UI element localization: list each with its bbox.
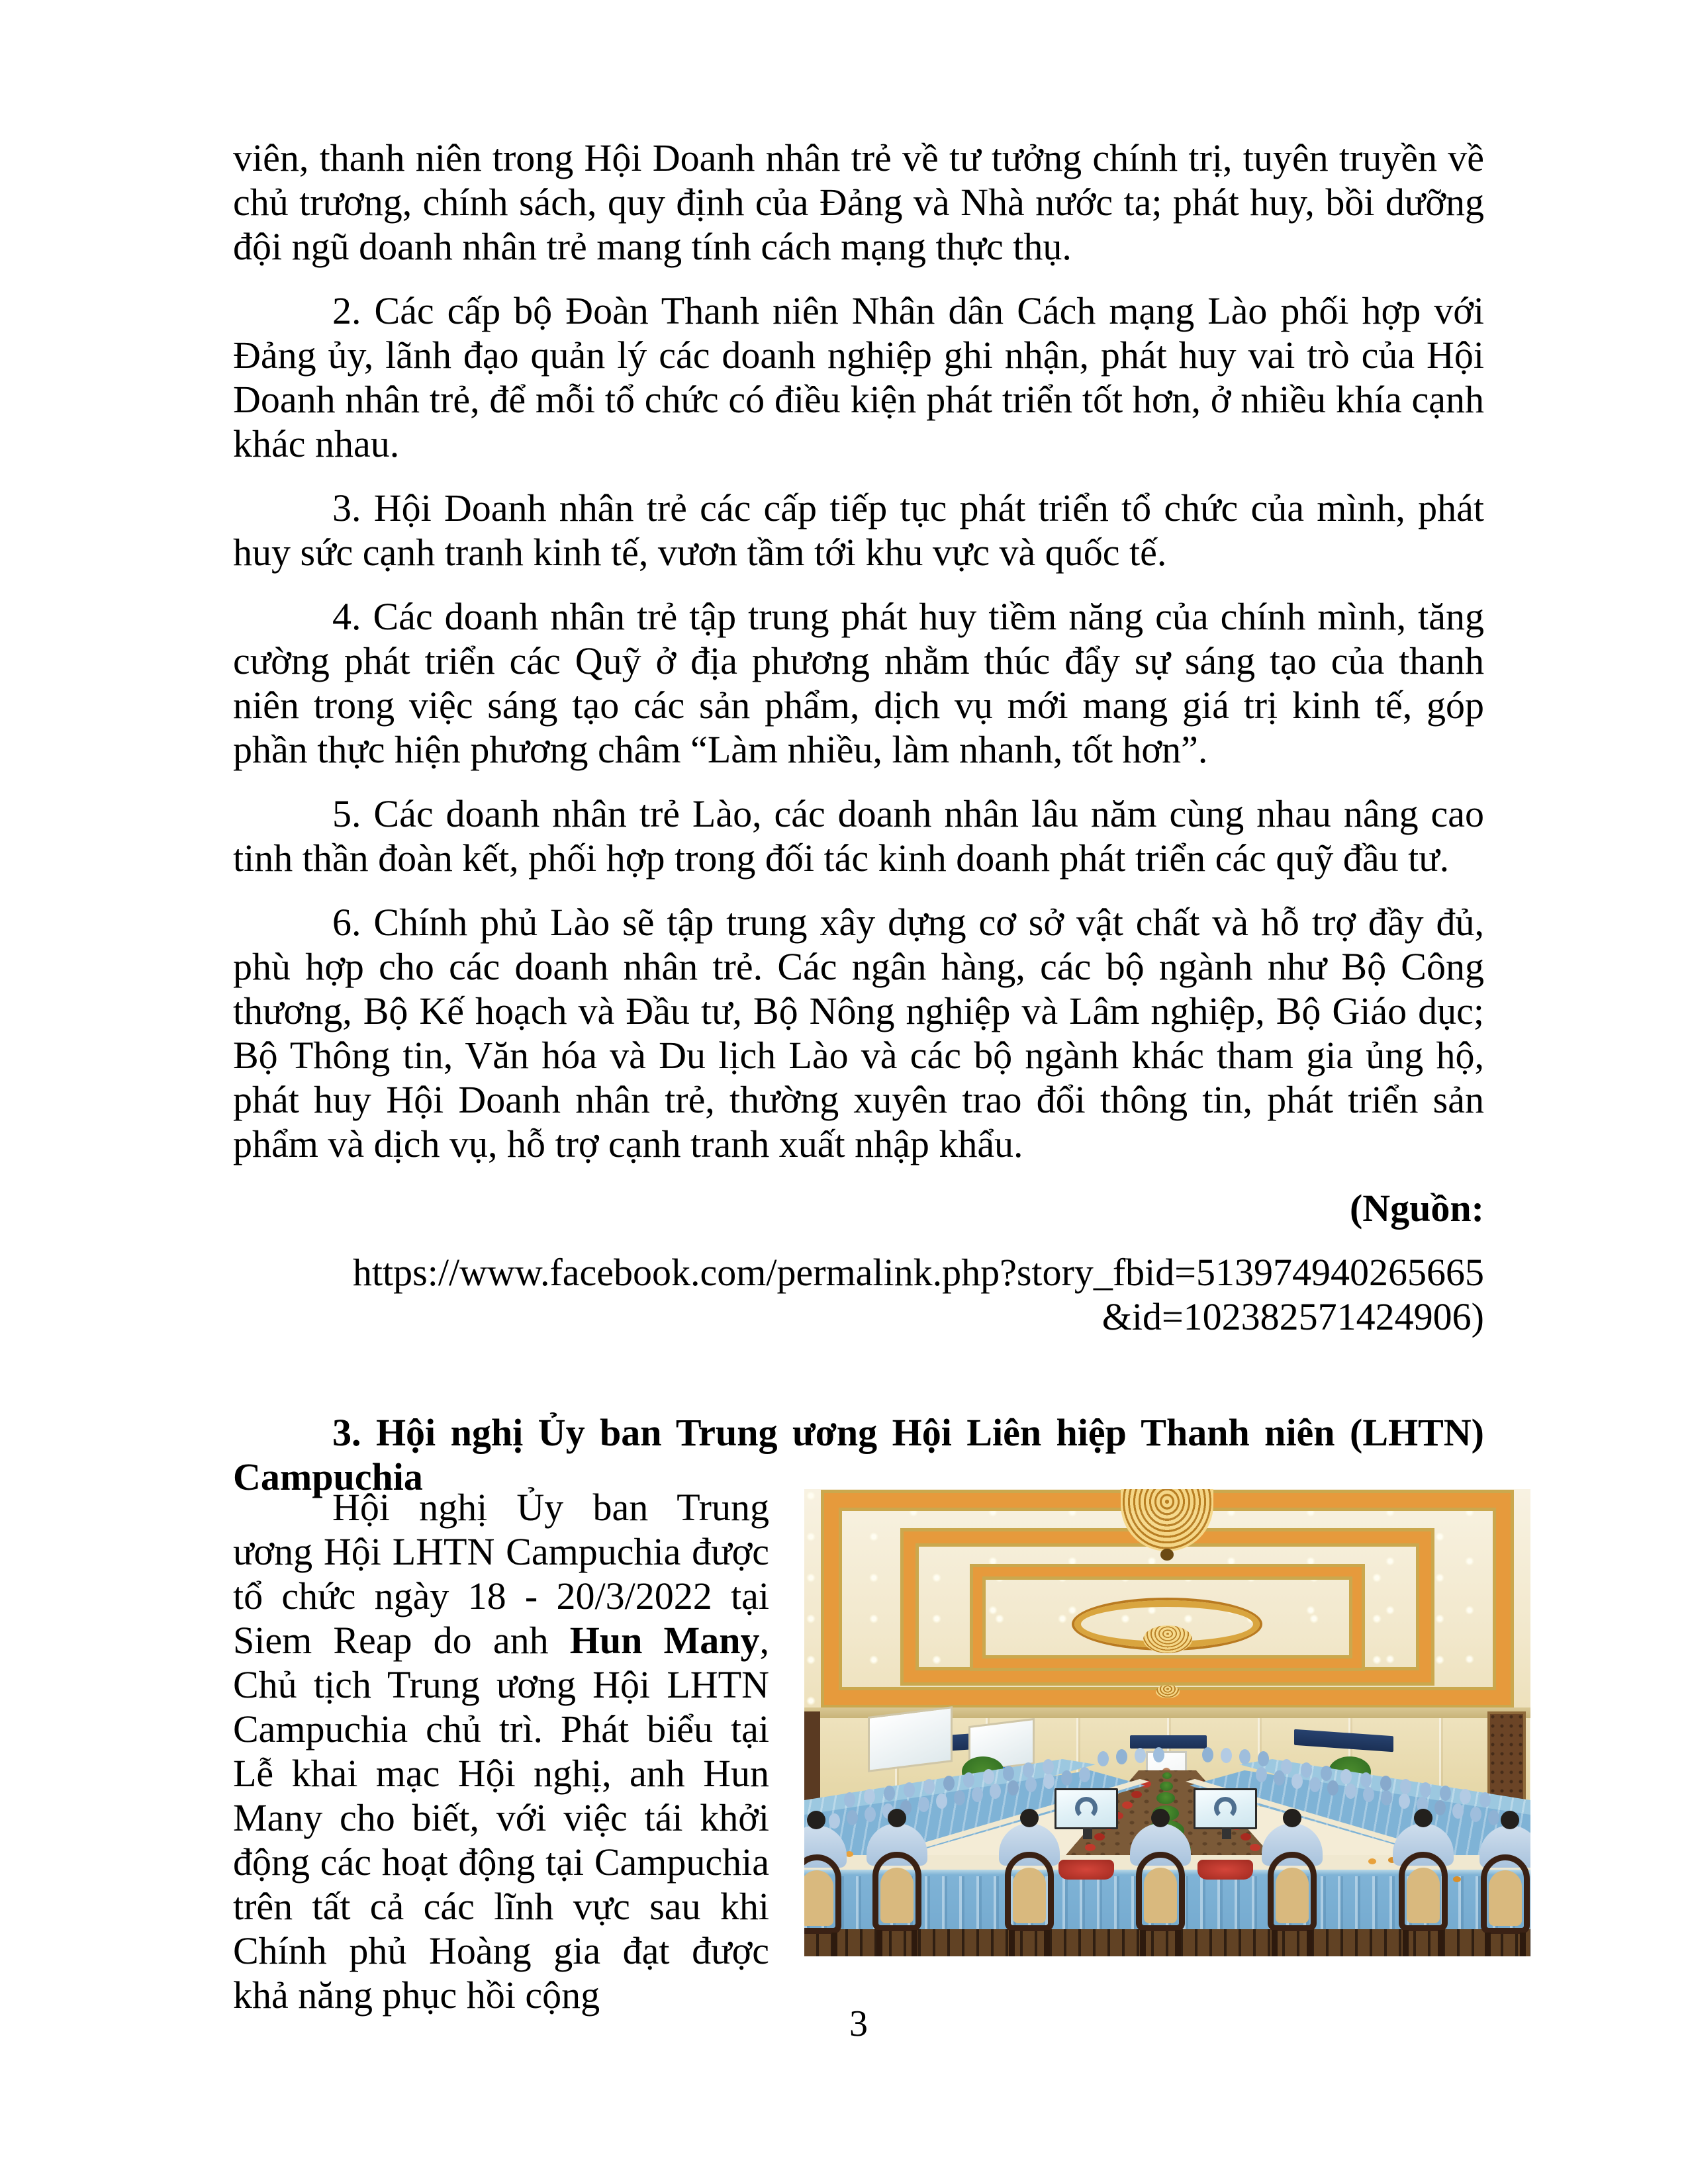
photo-person-head bbox=[1414, 1809, 1432, 1827]
paragraph-item-5: 5. Các doanh nhân trẻ Lào, các doanh nhân lâu năm cùng nhau nâng cao tinh thần đoàn kết, phối hợp trong đối tác kinh doanh phát triển các quỹ đầu tư. bbox=[233, 792, 1484, 880]
paragraph-continuation: viên, thanh niên trong Hội Doanh nhân trẻ về tư tưởng chính trị, tuyên truyền về chủ trương, chính sách, quy định của Đảng và Nhà nước ta; phát huy, bồi dưỡng đội ngũ doanh nhân trẻ mang tính cách mạng thực thụ. bbox=[233, 136, 1484, 268]
photo-tv-stand bbox=[1222, 1827, 1231, 1839]
photo-chandelier-tip bbox=[1160, 1549, 1174, 1561]
photo-yellow-flowers bbox=[804, 1489, 812, 1495]
photo-chair-leg bbox=[1272, 1930, 1278, 1956]
photo-chandelier-small bbox=[1143, 1625, 1192, 1653]
photo-chandelier-far bbox=[1156, 1685, 1180, 1698]
photo-wooden-chair bbox=[1481, 1854, 1530, 1956]
photo-center-plant bbox=[1162, 1772, 1172, 1779]
photo-chair-cushion bbox=[1407, 1868, 1440, 1923]
photo-tv-screen-right bbox=[1194, 1788, 1257, 1829]
photo-chair-cushion bbox=[1276, 1868, 1309, 1923]
photo-chair-leg bbox=[1520, 1933, 1526, 1956]
photo-wooden-chair bbox=[1136, 1852, 1185, 1956]
photo-red-cloth-left bbox=[1058, 1860, 1114, 1880]
photo-tv-logo-ring bbox=[1075, 1797, 1098, 1819]
photo-chair-leg bbox=[1307, 1930, 1313, 1956]
photo-chair-leg bbox=[912, 1930, 917, 1956]
photo-person-head bbox=[888, 1809, 906, 1827]
photo-chair-leg bbox=[1175, 1930, 1181, 1956]
photo-chair-leg bbox=[1438, 1930, 1444, 1956]
paragraph-item-2: 2. Các cấp bộ Đoàn Thanh niên Nhân dân Cách mạng Lào phối hợp với Đảng ủy, lãnh đạo quản lý các doanh nghiệp ghi nhận, phát huy vai trò của Hội Doanh nhân trẻ, để mỗi tổ chức có điều kiện phát triển tốt hơn, ở nhiều khía cạnh khác nhau. bbox=[233, 289, 1484, 465]
photo-person-head bbox=[1283, 1809, 1301, 1827]
photo-tv-logo-ring bbox=[1214, 1797, 1237, 1819]
photo-center-plant bbox=[1156, 1792, 1175, 1804]
paragraph-item-6: 6. Chính phủ Lào sẽ tập trung xây dựng cơ sở vật chất và hỗ trợ đầy đủ, phù hợp cho các doanh nhân trẻ. Các ngân hàng, các bộ ngành như Bộ Công thương, Bộ Kế hoạch và Đầu tư, Bộ Nông nghiệp và Lâm nghiệp, Bộ Giáo dục; Bộ Thông tin, Văn hóa và Du lịch Lào và các bộ ngành khác tham gia ủng hộ, phát huy Hội Doanh nhân trẻ, thường xuyên trao đổi thông tin, phát triển sản phẩm và dịch vụ, hỗ trợ cạnh tranh xuất nhập khẩu. bbox=[233, 901, 1484, 1165]
photo-chair-leg bbox=[1044, 1930, 1050, 1956]
photo-chair-leg bbox=[831, 1933, 837, 1956]
photo-chair-leg bbox=[1140, 1930, 1146, 1956]
column-text-after: , Chủ tịch Trung ương Hội LHTN Campuchia chủ trì. Phát biểu tại Lễ khai mạc Hội nghị, anh Hun Many cho biết, với việc tái khởi động các hoạt động tại Campuchia trên tất cả các lĩnh vực sau khi Chính phủ Hoàng gia đạt được khả năng phục hồi cộng bbox=[233, 1619, 769, 2017]
person-name-bold: Hun Many bbox=[569, 1619, 760, 1662]
photo-center-plant bbox=[1160, 1782, 1173, 1791]
photo-wall-banner-center bbox=[1130, 1735, 1207, 1749]
photo-wooden-chair bbox=[1399, 1852, 1448, 1956]
photo-tv-stand bbox=[1083, 1827, 1092, 1839]
photo-wooden-chair bbox=[1005, 1852, 1054, 1956]
column-paragraph bbox=[233, 1485, 769, 2017]
photo-wooden-chair bbox=[804, 1854, 841, 1956]
photo-chair-leg bbox=[1403, 1930, 1409, 1956]
photo-person-head bbox=[1020, 1809, 1039, 1827]
conference-photo bbox=[804, 1489, 1530, 1956]
photo-wooden-chair bbox=[1268, 1852, 1317, 1956]
photo-tv-screen-left bbox=[1055, 1788, 1118, 1829]
column-text-before: Hội nghị Ủy ban Trung ương Hội LHTN Campuchia được tổ chức ngày 18 - 20/3/2022 tại Siem Reap do anh bbox=[233, 1486, 769, 1662]
section-heading: 3. Hội nghị Ủy ban Trung ương Hội Liên hiệp Thanh niên (LHTN) Campuchia bbox=[233, 1411, 1484, 1498]
paragraph-item-3: 3. Hội Doanh nhân trẻ các cấp tiếp tục phát triển tổ chức của mình, phát huy sức cạnh tranh kinh tế, vươn tầm tới khu vực và quốc tế. bbox=[233, 486, 1484, 574]
page-number: 3 bbox=[849, 2003, 868, 2044]
body-text bbox=[233, 136, 1484, 1499]
photo-chair-cushion bbox=[1144, 1868, 1177, 1923]
source-url: https://www.facebook.com/permalink.php?story_fbid=513974940265665&id=102382571424906) bbox=[352, 1251, 1484, 1338]
photo-chair-cushion bbox=[804, 1870, 833, 1926]
photo-red-cloth-right bbox=[1197, 1860, 1253, 1880]
photo-chair-leg bbox=[876, 1930, 882, 1956]
source-label: (Nguồn: bbox=[1349, 1187, 1484, 1230]
photo-chair-leg bbox=[1009, 1930, 1015, 1956]
photo-chair-leg bbox=[1485, 1933, 1491, 1956]
photo-person-head bbox=[1151, 1809, 1170, 1827]
photo-wooden-chair bbox=[872, 1852, 921, 1956]
photo-projection-screen-1 bbox=[868, 1706, 953, 1772]
photo-chair-cushion bbox=[1013, 1868, 1046, 1923]
photo-chair-cushion bbox=[1489, 1870, 1522, 1926]
photo-person-head bbox=[1501, 1811, 1519, 1829]
photo-chair-cushion bbox=[880, 1868, 914, 1923]
photo-person-head bbox=[807, 1811, 825, 1829]
paragraph-item-4: 4. Các doanh nhân trẻ tập trung phát huy tiềm năng của chính mình, tăng cường phát triển các Quỹ ở địa phương nhằm thúc đẩy sự sáng tạo của thanh niên trong việc sáng tạo các sản phẩm, dịch vụ mới mang giá trị kinh tế, góp phần thực hiện phương châm “Làm nhiều, làm nhanh, tốt hơn”. bbox=[233, 595, 1484, 771]
